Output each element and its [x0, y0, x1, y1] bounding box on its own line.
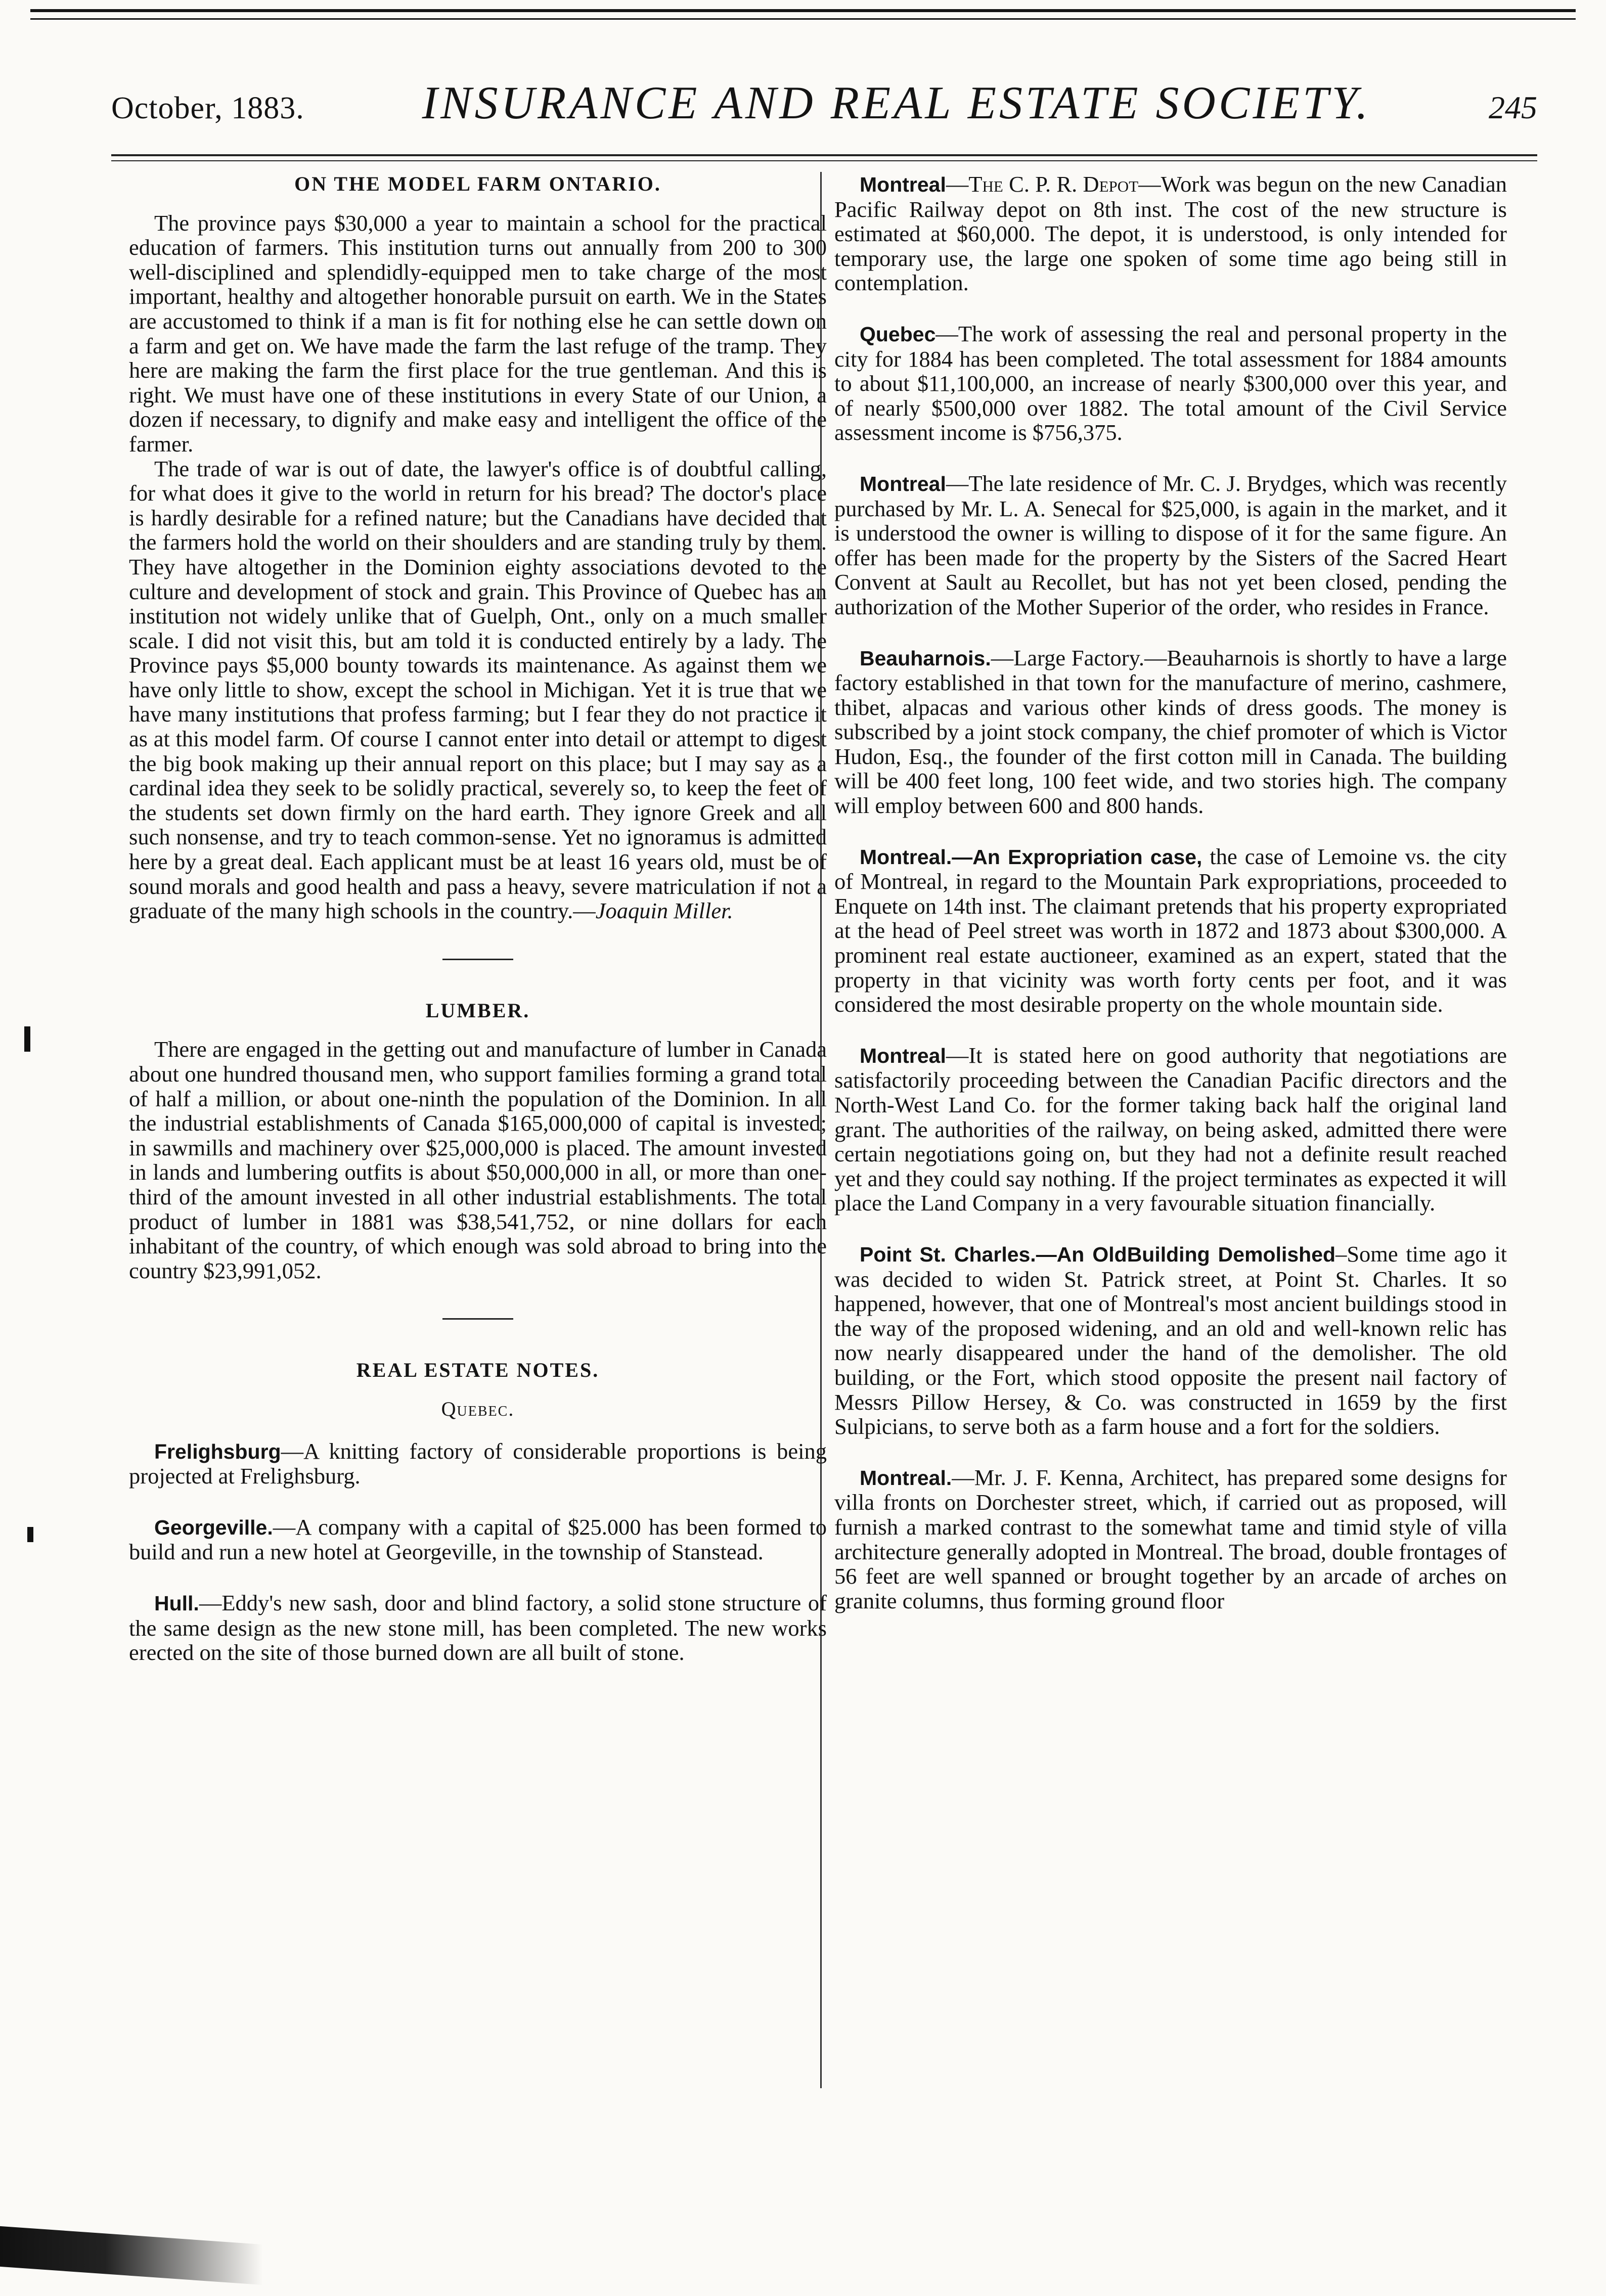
- top-border-rule-thin: [30, 18, 1576, 20]
- note-place: Montreal: [860, 472, 946, 496]
- note-place: Georgeville.: [154, 1515, 273, 1539]
- article-heading: LUMBER.: [425, 999, 530, 1022]
- note-place: Montreal: [860, 1044, 946, 1067]
- note-place: Point St. Charles.: [860, 1242, 1036, 1266]
- note-item: [129, 1439, 827, 1489]
- paragraph-text: The trade of war is out of date, the lawyer's office is of doubtful calling, for what does it give to the world in return for his bread? The doctor's place is hardly desirable for a refined nature; but the Canadians have decided that the farmers hold the world on their shoulders and are standing truly by them. They have altogether in the Dominion eighty associations devoted to the culture and development of stock and grain. This Province of Quebec has an institution not widely unlike that of Guelph, Ont., only on a much smaller scale. I did not visit this, but am told it is conducted entirely by a lady. The Province pays $5,000 bounty towards its maintenance. As against them we have only little to show, except the school in Michigan. Yet it is true that we have many institutions that profess farming; but I fear they do not practice it as at this model farm. Of course I cannot enter into detail or attempt to digest the big book making up their annual report on this place; but I may say as a cardinal idea they seek to be solidly practical, severely so, to keep the feet of the students set down firmly on the hard earth. They ignore Greek and all such nonsense, and try to teach common-sense. Yet no ignoramus is admitted here by a great deal. Each applicant must be at least 16 years old, must be of sound morals and good health and pass a heavy, severe matriculation if not a graduate of the many high schools in the country.—: [129, 456, 827, 924]
- note-text: —The late residence of Mr. C. J. Brydges, which was recently purchased by Mr. L. A. Senecal for $25,000, is again in the market, and it is understood the owner is willing to dispose of it for the same figure. An offer has been made for the property by the Sisters of the Sacred Heart Convent at Sault au Recollet, but has not yet been closed, pending the authorization of the Mother Superior of the order, who resides in France.: [834, 470, 1507, 619]
- right-column: [834, 172, 1507, 1639]
- note-item: [834, 1043, 1507, 1215]
- note-item: [834, 322, 1507, 445]
- note-item: [834, 172, 1507, 295]
- note-item: [129, 1591, 827, 1665]
- note-text: —The work of assessing the real and personal property in the city for 1884 has been completed. The total assessment for 1884 amounts to about $11,100,000, an increase of nearly $300,000 over this year, and of nearly $500,000 over 1882. The total amount of the Civil Service assessment income is $756,375.: [834, 321, 1507, 445]
- section-divider: [442, 959, 513, 960]
- article-real-estate-notes: [129, 1358, 827, 1664]
- note-place: Montreal.: [860, 1466, 952, 1490]
- note-place: Beauharnois.: [860, 646, 991, 670]
- note-place: Quebec: [860, 322, 936, 346]
- article-model-farm: [129, 172, 827, 923]
- note-place: Frelighsburg: [154, 1439, 281, 1463]
- left-column: [129, 172, 827, 1691]
- note-item: [834, 1465, 1507, 1613]
- margin-mark: [27, 1527, 33, 1542]
- note-item: [129, 1515, 827, 1564]
- note-text: the case of Lemoine vs. the city of Montreal, in regard to the Mountain Park expropriations, proceeded to Enquete on 14th inst. The claimant pretends that his property expropriated at the head of Peel street was worth in 1872 and 1873 about $300,000. A prominent real estate auctioneer, examined as an expert, stated that the property in that vicinity was worth forty cents per foot, and it was considered the most desirable property on the whole mountain side.: [834, 843, 1507, 1017]
- page-header: [111, 76, 1537, 152]
- note-heading: —An Expropriation case,: [952, 845, 1202, 869]
- top-border-rule: [30, 9, 1576, 12]
- page-number: 245: [1488, 89, 1537, 125]
- note-text: –Some time ago it was decided to widen St. Patrick street, at Point St. Charles. It so happened, however, that one of Montreal's most ancient buildings stood in the way of the proposed widening, and an old and well-known relic has now nearly disappeared under the hand of the demolisher. The old building, or the Fort, which stood opposite the present nail factory of Messrs Pillow Hersey, & Co. was constructed in 1659 by the first Sulpicians, to serve both as a farm house and a fort for the soldiers.: [834, 1241, 1507, 1439]
- article-paragraph: [129, 457, 827, 923]
- note-text: —Mr. J. F. Kenna, Architect, has prepared some designs for villa fronts on Dorchester street, which, if carried out as proposed, will furnish a marked contrast to the somewhat tame and timid style of villa architecture generally adopted in Montreal. The broad, double frontages of 56 feet are well spanned or brought together by an arcade of arches on granite columns, thus forming ground floor: [834, 1464, 1507, 1613]
- note-heading: —The C. P. R. Depot—: [946, 171, 1161, 197]
- note-text: Work was begun on the new Canadian Pacific Railway depot on 8th inst. The cost of the new structure is estimated at $60,000. The depot, it is understood, is only intended for temporary use, the large one spoken of some time ago being still in contemplation.: [834, 171, 1507, 296]
- note-item: [834, 844, 1507, 1017]
- section-divider: [442, 1318, 513, 1320]
- margin-mark: [24, 1026, 30, 1052]
- note-place: Montreal.: [860, 845, 952, 869]
- article-paragraph: The province pays $30,000 a year to maintain a school for the practical education of farmers. This institution turns out annually from 200 to 300 well-disciplined and splendidly-equipped men to take charge of the most important, healthy and altogether honorable pursuit on earth. We in the States are accustomed to think if a man is fit for nothing else he can settle down on a farm and get on. We have made the farm the last refuge of the tramp. They here are making the farm the first place for the true gentleman. And this is right. We must have one of these institutions in every State of our Union, a dozen if necessary, to dignify and make easy and intelligent the office of the farmer.: [129, 210, 827, 457]
- article-paragraph: There are engaged in the getting out and manufacture of lumber in Canada about one hundred thousand men, who support families forming a grand total of half a million, or about one-ninth the population of the Dominion. In all the industrial establishments of Canada $165,000,000 of capital is invested; in sawmills and machinery over $25,000,000 is placed. The amount invested in lands and lumbering outfits is about $50,000,000 in all, or more than one-third of the amount invested in all other industrial establishments. The total product of lumber in 1881 was $38,541,752, or nine dollars for each inhabitant of the country, of which enough was sold abroad to bring into the country $23,991,052.: [129, 1037, 827, 1283]
- note-text: —Large Factory.—Beauharnois is shortly to have a large factory established in that town for the manufacture of merino, cashmere, thibet, alpacas and various other kinds of dress goods. The money is subscribed by a joint stock company, the chief promoter of which is Victor Hudon, Esq., the founder of the first cotton mill in Canada. The building will be 400 feet long, 100 feet wide, and two stories high. The company will employ between 600 and 800 hands.: [834, 645, 1507, 819]
- issue-date: October, 1883.: [111, 91, 304, 125]
- note-place: Hull.: [154, 1591, 199, 1615]
- note-item: [834, 646, 1507, 818]
- note-text: —A company with a capital of $25.000 has been formed to build and run a new hotel at Georgeville, in the township of Stanstead.: [129, 1514, 827, 1565]
- note-text: —It is stated here on good authority that negotiations are satisfactorily proceeding between the Canadian Pacific directors and the North-West Land Co. for the former taking back half the original land grant. The authorities of the railway, on being asked, admitted there were certain negotiations going on, but they had not a definite result reached yet and they could say nothing. If the project terminates as expected it will place the Land Company in a very favourable situation financially.: [834, 1042, 1507, 1216]
- article-heading: REAL ESTATE NOTES.: [356, 1359, 600, 1382]
- note-text: —A knitting factory of considerable proportions is being projected at Frelighsburg.: [129, 1438, 827, 1489]
- region-subheading: Quebec.: [441, 1397, 515, 1420]
- note-item: [834, 1242, 1507, 1439]
- note-heading: —An OldBuilding Demolished: [1036, 1242, 1336, 1266]
- article-lumber: [129, 999, 827, 1283]
- note-item: [834, 471, 1507, 619]
- article-heading: ON THE MODEL FARM ONTARIO.: [294, 172, 661, 195]
- publication-title: INSURANCE AND REAL ESTATE SOCIETY.: [422, 77, 1371, 128]
- note-text: —Eddy's new sash, door and blind factory, a solid stone structure of the same design as the new stone mill, has been completed. The new works erected on the site of those burned down are all built of stone.: [129, 1590, 827, 1665]
- header-rule-thin: [111, 160, 1537, 161]
- author-signature: Joaquin Miller.: [595, 898, 733, 924]
- scan-edge-shadow: [0, 2226, 263, 2285]
- header-rule: [111, 154, 1537, 156]
- note-place: Montreal: [860, 173, 946, 196]
